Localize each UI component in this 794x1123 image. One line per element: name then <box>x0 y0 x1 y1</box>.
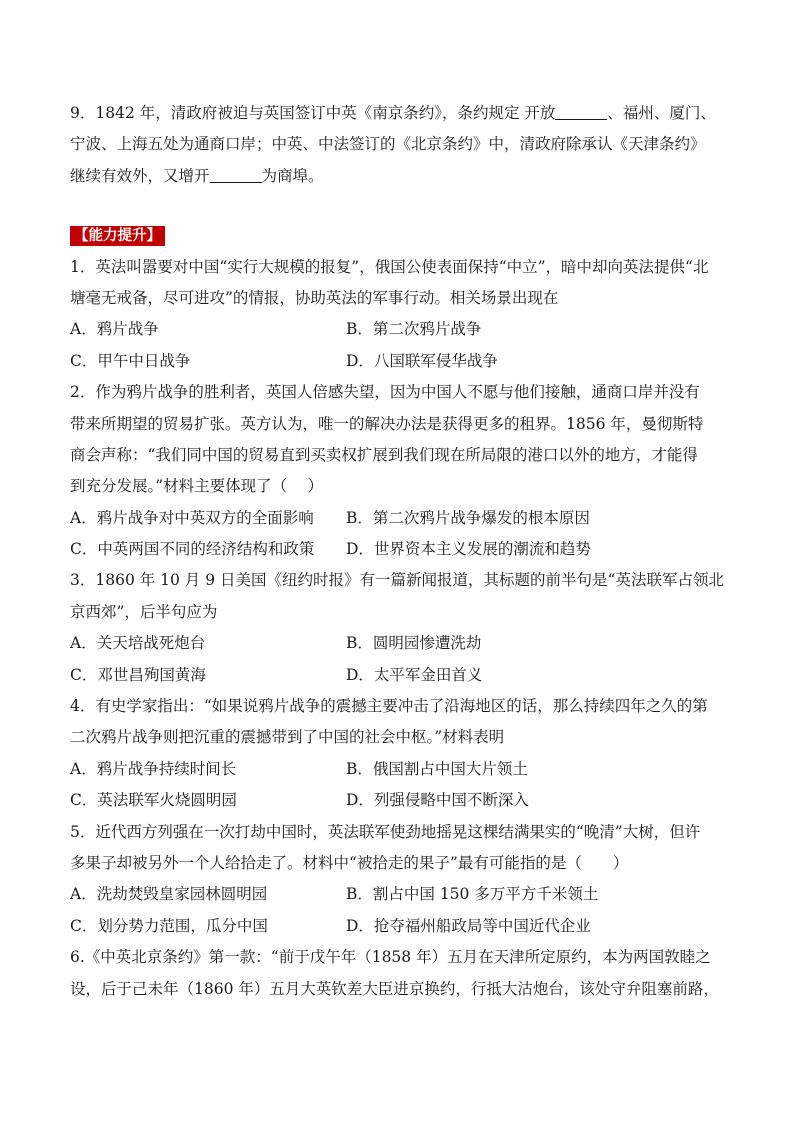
answer-blank[interactable] <box>210 164 262 183</box>
section-tag: 【能力提升】 <box>70 226 165 246</box>
question-4 <box>70 691 750 817</box>
option-a[interactable]: A．鸦片战争对中英双方的全面影响 <box>70 508 314 527</box>
question-line: 2．作为鸦片战争的胜利者，英国人倍感失望，因为中国人不愿与他们接触，通商口岸并没有 <box>70 383 700 402</box>
option-a[interactable]: A．鸦片战争持续时间长 <box>70 759 237 778</box>
question-line: 二次鸦片战争则把沉重的震撼带到了中国的社会中枢。”材料表明 <box>70 728 505 747</box>
question-line: 继续有效外，又增开 为商埠。 <box>70 161 750 192</box>
question-line: 商会声称：“我们同中国的贸易直到买卖权扩展到我们现在所局限的港口以外的地方，才能得 <box>70 445 698 464</box>
answer-blank[interactable] <box>555 101 607 120</box>
question-line: 6.《中英北京条约》第一款：“前于戊午年（1858 年）五月在天津所定原约，本为两国敦睦之 <box>70 948 711 967</box>
option-b[interactable]: B．第二次鸦片战争爆发的根本原因 <box>346 508 590 527</box>
options-row <box>70 911 750 942</box>
question-1 <box>70 252 750 378</box>
section-header <box>70 220 750 251</box>
option-d[interactable]: D．世界资本主义发展的潮流和趋势 <box>346 540 591 559</box>
option-d[interactable]: D．八国联军侵华战争 <box>346 351 498 370</box>
question-line: 4．有史学家指出：“如果说鸦片战争的震撼主要冲击了沿海地区的话，那么持续四年之久的第 <box>70 697 708 716</box>
option-b[interactable]: B．第二次鸦片战争 <box>346 320 482 339</box>
question-5 <box>70 817 750 943</box>
question-line: 带来所期望的贸易扩张。英方认为，唯一的解决办法是获得更多的租界。1856 年，曼彻斯特 <box>70 414 704 433</box>
option-d[interactable]: D．列强侵略中国不断深入 <box>346 791 529 810</box>
option-c[interactable]: C．中英两国不同的经济结构和政策 <box>70 540 315 559</box>
question-3 <box>70 565 750 691</box>
question-line: 到充分发展。”材料主要体现了（ ） <box>70 477 324 496</box>
document-page <box>70 98 750 1005</box>
option-c[interactable]: C．邓世昌殉国黄海 <box>70 665 206 684</box>
question-line: 3．1860 年 10 月 9 日美国《纽约时报》有一篇新闻报道，其标题的前半句是“英法联军占领北 <box>70 571 724 590</box>
question-line: 9．1842 年，清政府被迫与英国签订中英《南京条约》，条约规定 开放 、福州、厦门、 <box>70 98 750 129</box>
question-line: 1．英法叫嚣要对中国“实行大规模的报复”，俄国公使表面保持“中立”，暗中却向英法提供“北 <box>70 257 709 276</box>
question-line: 塘毫无戒备，尽可进攻”的情报，协助英法的军事行动。相关场景出现在 <box>70 288 559 307</box>
question-line: 多果子却被另外一个人给拾走了。材料中“被拾走的果子”最有可能指的是（ ） <box>70 853 629 872</box>
option-d[interactable]: D．抢夺福州船政局等中国近代企业 <box>346 916 591 935</box>
option-a[interactable]: A．关天培战死炮台 <box>70 634 206 653</box>
question-line: 设，后于己未年（1860 年）五月大英钦差大臣进京换约，行抵大沽炮台，该处守弁阻塞前路， <box>70 979 719 998</box>
options-row <box>70 628 750 659</box>
question-line: 宁波、上海五处为通商口岸；中英、中法签订的《北京条约》中，清政府除承认《天津条约》 <box>70 135 706 154</box>
options-row <box>70 314 750 345</box>
option-d[interactable]: D．太平军金田首义 <box>346 665 483 684</box>
option-b[interactable]: B．割占中国 150 多万平方千米领土 <box>346 885 599 904</box>
options-row <box>70 879 750 910</box>
question-2 <box>70 377 750 565</box>
option-c[interactable]: C．英法联军火烧圆明园 <box>70 791 237 810</box>
question-line: 5．近代西方列强在一次打劫中国时，英法联军使劲地摇晃这棵结满果实的“晚清”大树，但许 <box>70 822 701 841</box>
question-6 <box>70 942 750 1005</box>
options-row <box>70 534 750 565</box>
option-c[interactable]: C．划分势力范围，瓜分中国 <box>70 916 268 935</box>
option-b[interactable]: B．圆明园惨遭洗劫 <box>346 634 482 653</box>
question-line: 京西郊”，后半句应为 <box>70 602 218 621</box>
options-row <box>70 754 750 785</box>
option-a[interactable]: A．鸦片战争 <box>70 320 159 339</box>
option-a[interactable]: A．洗劫焚毁皇家园林圆明园 <box>70 885 268 904</box>
option-c[interactable]: C．甲午中日战争 <box>70 351 191 370</box>
options-row <box>70 660 750 691</box>
options-row <box>70 346 750 377</box>
options-row <box>70 785 750 816</box>
question-9 <box>70 98 750 192</box>
option-b[interactable]: B．俄国割占中国大片领土 <box>346 759 528 778</box>
options-row <box>70 503 750 534</box>
